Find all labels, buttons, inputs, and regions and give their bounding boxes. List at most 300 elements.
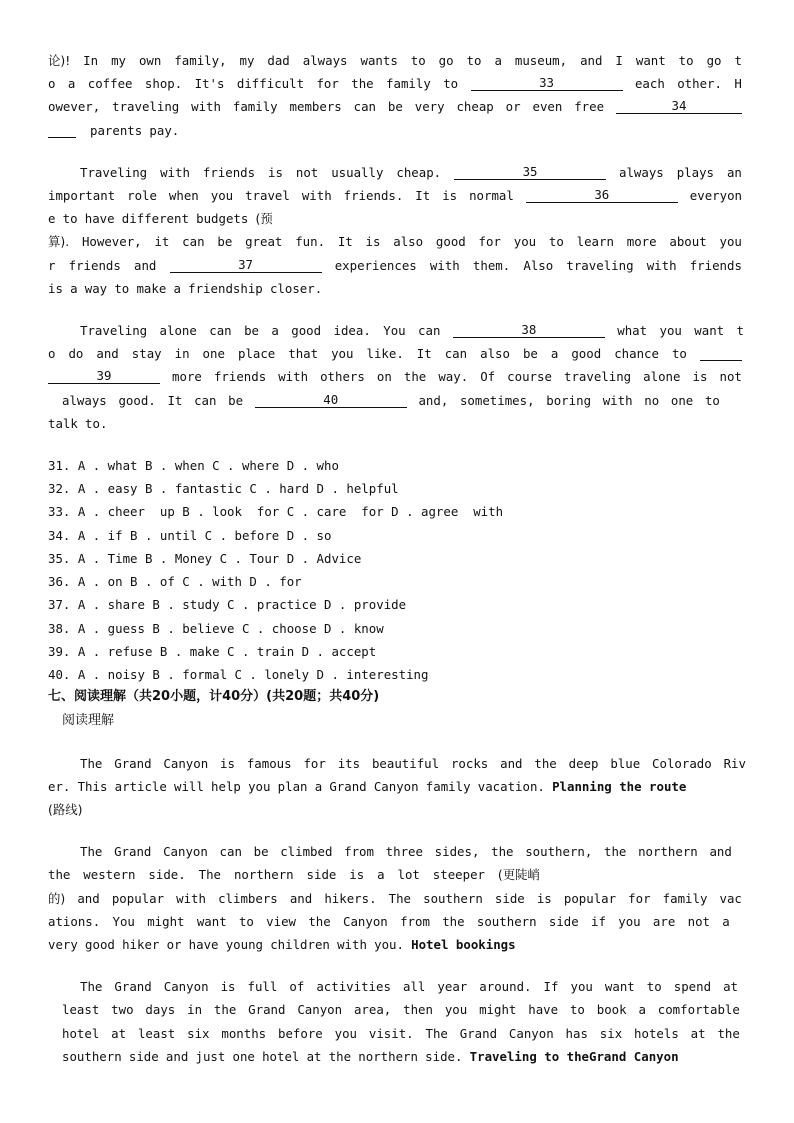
word: hiker bbox=[122, 937, 160, 952]
word: In bbox=[83, 53, 99, 68]
word: that bbox=[288, 346, 319, 361]
word: and, bbox=[418, 393, 449, 408]
word: visit. bbox=[368, 1026, 414, 1041]
word: a bbox=[494, 53, 502, 68]
word: Canyon bbox=[343, 914, 388, 929]
word: side bbox=[494, 891, 525, 906]
word: is bbox=[365, 234, 381, 249]
word: also bbox=[393, 234, 424, 249]
word: three bbox=[385, 844, 423, 859]
word: parents bbox=[90, 123, 143, 138]
word: to bbox=[114, 281, 130, 296]
word: idea. bbox=[333, 323, 371, 338]
word: (预 bbox=[255, 211, 273, 226]
word: you bbox=[659, 323, 682, 338]
word: popular bbox=[563, 891, 617, 906]
word: everyon bbox=[689, 188, 742, 203]
word: can bbox=[182, 234, 205, 249]
word: deep bbox=[568, 756, 599, 771]
word: plan bbox=[277, 779, 308, 794]
word: alone bbox=[643, 369, 681, 384]
section-subheading: 阅读理解 bbox=[62, 713, 115, 728]
word: traveling bbox=[112, 99, 180, 114]
word: you bbox=[334, 1026, 358, 1041]
word: with bbox=[191, 99, 221, 114]
word: great bbox=[245, 234, 283, 249]
word: then bbox=[403, 1002, 433, 1017]
word: always bbox=[619, 165, 664, 180]
word: its bbox=[337, 756, 361, 771]
word: usually bbox=[331, 165, 384, 180]
word: good bbox=[571, 346, 602, 361]
word: Grand bbox=[459, 1026, 498, 1041]
word: way bbox=[84, 281, 108, 296]
word: coffee bbox=[87, 76, 133, 91]
word: like. bbox=[366, 346, 404, 361]
word: to bbox=[466, 53, 482, 68]
word: if bbox=[591, 914, 606, 929]
word: at bbox=[690, 1026, 706, 1041]
word: cheap. bbox=[396, 165, 442, 180]
word: for bbox=[628, 891, 651, 906]
blank-36: 36 bbox=[526, 188, 678, 203]
word: and bbox=[165, 1049, 189, 1064]
word: to bbox=[569, 1002, 585, 1017]
word: sometimes, bbox=[459, 393, 535, 408]
word: family bbox=[425, 779, 471, 794]
word: sides, bbox=[434, 844, 480, 859]
word: months bbox=[221, 1026, 267, 1041]
word: 算). bbox=[48, 234, 70, 249]
word: It bbox=[415, 188, 431, 203]
word: full bbox=[247, 979, 278, 994]
word: be bbox=[253, 844, 269, 859]
word: to. bbox=[85, 416, 108, 431]
route-cn-gloss: (路线) bbox=[48, 802, 83, 817]
word: them. bbox=[472, 258, 511, 273]
word: friends bbox=[689, 258, 742, 273]
word: and bbox=[500, 756, 523, 771]
word: even bbox=[532, 99, 563, 114]
word: in bbox=[174, 346, 190, 361]
word: Grand bbox=[114, 756, 152, 771]
word: is bbox=[220, 979, 236, 994]
word: and bbox=[289, 891, 313, 906]
word: Grand bbox=[114, 979, 152, 994]
section-heading: 七、阅读理解（共20小题，计40分）(共20题；共40分) bbox=[48, 689, 380, 704]
word: fun. bbox=[295, 234, 326, 249]
word: course bbox=[507, 369, 552, 384]
word: about bbox=[669, 234, 707, 249]
word: others bbox=[320, 369, 365, 384]
word: have bbox=[528, 1002, 559, 1017]
word: can bbox=[444, 346, 468, 361]
word: make bbox=[136, 281, 167, 296]
word: no bbox=[644, 393, 660, 408]
text-line bbox=[48, 937, 742, 953]
text-line bbox=[48, 53, 742, 69]
blank-39-start bbox=[700, 346, 742, 361]
text-line bbox=[48, 891, 742, 907]
word: with bbox=[176, 891, 206, 906]
text-line bbox=[48, 802, 742, 818]
word: a bbox=[70, 281, 78, 296]
word: be bbox=[244, 323, 259, 338]
word: a bbox=[314, 779, 323, 794]
text-line bbox=[48, 281, 742, 297]
word: to bbox=[646, 979, 662, 994]
word: a bbox=[550, 346, 559, 361]
word: boring bbox=[546, 393, 592, 408]
word: at bbox=[111, 1026, 127, 1041]
word: always bbox=[302, 53, 348, 68]
word: difficult bbox=[236, 76, 305, 91]
word: least bbox=[62, 1002, 100, 1017]
word: hotels bbox=[634, 1026, 679, 1041]
word: I bbox=[615, 53, 623, 68]
word: a bbox=[377, 867, 385, 882]
word: one bbox=[670, 393, 694, 408]
word: It bbox=[416, 346, 432, 361]
word: friends bbox=[202, 165, 256, 180]
word: steeper bbox=[432, 867, 485, 882]
word: the bbox=[351, 76, 374, 91]
word: family, bbox=[174, 53, 227, 68]
word: article bbox=[114, 779, 167, 794]
text-line bbox=[48, 867, 540, 883]
word: lot bbox=[397, 867, 420, 882]
word: more bbox=[626, 234, 657, 249]
word: is bbox=[48, 281, 63, 296]
word: you bbox=[331, 346, 354, 361]
word: the bbox=[48, 867, 71, 882]
word: Canyon bbox=[297, 1002, 343, 1017]
question-37: 37. A . share B . study C . practice D . provide bbox=[48, 597, 407, 612]
word: year bbox=[437, 979, 468, 994]
word: northern bbox=[638, 844, 698, 859]
text-line bbox=[80, 165, 742, 181]
word: it bbox=[154, 234, 170, 249]
text-line bbox=[48, 234, 742, 250]
word: You bbox=[383, 323, 406, 338]
text-line bbox=[48, 188, 742, 204]
blank-35: 35 bbox=[454, 165, 606, 180]
word: the bbox=[403, 369, 427, 384]
word: is bbox=[268, 165, 283, 180]
word: to bbox=[548, 234, 564, 249]
word: and bbox=[580, 53, 603, 68]
text-line bbox=[48, 416, 742, 432]
word: go bbox=[706, 53, 722, 68]
word: with bbox=[301, 188, 332, 203]
subtitle-hotel-bookings: Hotel bookings bbox=[411, 937, 516, 952]
word: Riv bbox=[723, 756, 746, 771]
word: with bbox=[646, 258, 677, 273]
text-line bbox=[62, 1026, 740, 1042]
word: from bbox=[344, 844, 374, 859]
question-34: 34. A . if B . until C . before D . so bbox=[48, 528, 332, 543]
word: Grand bbox=[114, 844, 152, 859]
word: you bbox=[618, 914, 641, 929]
word: Canyon bbox=[163, 844, 208, 859]
word: do bbox=[68, 346, 84, 361]
word: least bbox=[137, 1026, 176, 1041]
word: Canyon bbox=[163, 756, 209, 771]
text-line bbox=[80, 979, 738, 995]
text-line bbox=[62, 1002, 740, 1018]
word: view bbox=[266, 914, 297, 929]
word: want bbox=[604, 979, 635, 994]
word: Canyon bbox=[508, 1026, 554, 1041]
word: the bbox=[491, 844, 514, 859]
word: a bbox=[638, 1002, 646, 1017]
word: side. bbox=[148, 867, 186, 882]
question-32: 32. A . easy B . fantastic C . hard D . helpful bbox=[48, 481, 399, 496]
word: children bbox=[270, 937, 330, 952]
word: important bbox=[48, 188, 116, 203]
word: book bbox=[596, 1002, 627, 1017]
word: to bbox=[410, 53, 426, 68]
word: The bbox=[80, 756, 103, 771]
word: 的) bbox=[48, 891, 66, 906]
word: Colorado bbox=[652, 756, 712, 771]
word: the bbox=[717, 1026, 740, 1041]
word: experiences bbox=[334, 258, 417, 273]
word: six bbox=[599, 1026, 623, 1041]
word: can bbox=[353, 99, 377, 114]
word: very bbox=[414, 99, 445, 114]
word: friends bbox=[213, 369, 267, 384]
text-line bbox=[62, 393, 720, 409]
word: each bbox=[634, 76, 665, 91]
word: Grand bbox=[248, 1002, 286, 1017]
word: the bbox=[442, 914, 465, 929]
word: good bbox=[291, 323, 322, 338]
word: can bbox=[209, 323, 232, 338]
word: might bbox=[147, 914, 185, 929]
word: is bbox=[349, 867, 365, 882]
word: popular bbox=[111, 891, 165, 906]
word: It bbox=[167, 393, 183, 408]
word: side. bbox=[425, 1049, 463, 1064]
word: Canyon bbox=[163, 979, 209, 994]
word: for bbox=[303, 756, 326, 771]
word: side bbox=[548, 914, 579, 929]
word: friends. bbox=[343, 188, 404, 203]
word: the bbox=[213, 1002, 237, 1017]
word: members bbox=[289, 99, 342, 114]
word: t bbox=[734, 53, 742, 68]
word: at bbox=[306, 1049, 322, 1064]
word: good bbox=[85, 937, 115, 952]
blank-34: 34 bbox=[616, 99, 742, 114]
word: with bbox=[278, 369, 309, 384]
word: just bbox=[195, 1049, 226, 1064]
word: want bbox=[196, 914, 227, 929]
word: way. bbox=[438, 369, 469, 384]
word: other. bbox=[677, 76, 722, 91]
word: have bbox=[84, 211, 115, 226]
word: side bbox=[128, 1049, 159, 1064]
word: The bbox=[80, 844, 103, 859]
word: not bbox=[719, 369, 742, 384]
word: a bbox=[271, 323, 279, 338]
word: owever, bbox=[48, 99, 101, 114]
word: family bbox=[386, 76, 431, 91]
word: H bbox=[734, 76, 742, 91]
word: and bbox=[96, 346, 119, 361]
blank-39: 39 bbox=[48, 369, 160, 384]
word: travel bbox=[245, 188, 290, 203]
word: vacation. bbox=[477, 779, 545, 794]
question-36: 36. A . on B . of C . with D . for bbox=[48, 574, 302, 589]
word: two bbox=[111, 1002, 134, 1017]
word: and bbox=[77, 891, 100, 906]
word: southern bbox=[423, 891, 483, 906]
word: t bbox=[736, 323, 744, 338]
word: beautiful bbox=[371, 756, 440, 771]
word: is bbox=[442, 188, 458, 203]
word: own bbox=[138, 53, 162, 68]
text-line bbox=[48, 258, 742, 274]
word: Traveling bbox=[80, 323, 148, 338]
word: to bbox=[238, 914, 254, 929]
word: hotel bbox=[262, 1049, 300, 1064]
text-line bbox=[48, 346, 742, 362]
word: talk bbox=[48, 416, 78, 431]
word: good. bbox=[118, 393, 156, 408]
word: always bbox=[62, 393, 107, 408]
word: a bbox=[67, 76, 76, 91]
word: northern bbox=[358, 1049, 418, 1064]
word: museum, bbox=[514, 53, 568, 68]
word: The bbox=[198, 867, 222, 882]
word: friends bbox=[68, 258, 121, 273]
word: with bbox=[160, 165, 190, 180]
word: The bbox=[388, 891, 412, 906]
question-31: 31. A . what B . when C . where D . who bbox=[48, 458, 339, 473]
word: can bbox=[418, 323, 441, 338]
word: normal bbox=[469, 188, 514, 203]
text-line bbox=[62, 1049, 740, 1065]
word: spend bbox=[673, 979, 712, 994]
word: with bbox=[337, 937, 367, 952]
blank-34-continued bbox=[48, 123, 76, 138]
word: side bbox=[306, 867, 337, 882]
blank-38: 38 bbox=[453, 323, 605, 338]
word: go bbox=[438, 53, 454, 68]
word: hikers. bbox=[324, 891, 377, 906]
word: and bbox=[134, 258, 157, 273]
word: place bbox=[237, 346, 276, 361]
word: with bbox=[602, 393, 633, 408]
word: you bbox=[444, 1002, 468, 1017]
word: you bbox=[719, 234, 742, 249]
word: are bbox=[652, 914, 676, 929]
word: The bbox=[425, 1026, 448, 1041]
word: Also bbox=[523, 258, 554, 273]
word: a bbox=[722, 914, 730, 929]
word: days bbox=[145, 1002, 176, 1017]
word: or bbox=[166, 937, 182, 952]
word: stay bbox=[131, 346, 162, 361]
word: for bbox=[478, 234, 501, 249]
word: young bbox=[225, 937, 264, 952]
word: of bbox=[289, 979, 305, 994]
word: a bbox=[173, 281, 181, 296]
word: can bbox=[194, 393, 217, 408]
word: in bbox=[187, 1002, 203, 1017]
word: chance bbox=[614, 346, 659, 361]
blank-40: 40 bbox=[255, 393, 407, 408]
word: role bbox=[127, 188, 157, 203]
word: on bbox=[376, 369, 392, 384]
word: cheap bbox=[456, 99, 494, 114]
word: Grand bbox=[329, 779, 367, 794]
word: different bbox=[121, 211, 189, 226]
word: o bbox=[48, 76, 56, 91]
text-line bbox=[80, 756, 746, 772]
question-39: 39. A . refuse B . make C . train D . accept bbox=[48, 644, 377, 659]
word: friendship bbox=[188, 281, 263, 296]
word: you bbox=[248, 779, 271, 794]
word: western bbox=[83, 867, 136, 882]
word: will bbox=[174, 779, 204, 794]
word: also bbox=[480, 346, 510, 361]
question-38: 38. A . guess B . believe C . choose D . know bbox=[48, 621, 384, 636]
word: plays bbox=[676, 165, 715, 180]
word: r bbox=[48, 258, 56, 273]
word: an bbox=[726, 165, 742, 180]
word: from bbox=[400, 914, 430, 929]
word: hotel bbox=[62, 1026, 100, 1041]
word: you bbox=[570, 979, 593, 994]
word: wants bbox=[360, 53, 398, 68]
word: to bbox=[678, 53, 694, 68]
word: around. bbox=[479, 979, 532, 994]
word: want bbox=[635, 53, 666, 68]
word: activities bbox=[316, 979, 391, 994]
word: southern bbox=[62, 1049, 122, 1064]
word: family bbox=[232, 99, 278, 114]
word: comfortable bbox=[657, 1002, 740, 1017]
word: more bbox=[172, 369, 202, 384]
word: traveling bbox=[563, 369, 632, 384]
word: budgets bbox=[196, 211, 249, 226]
text-line bbox=[48, 914, 730, 930]
word: However, bbox=[81, 234, 142, 249]
word: northern bbox=[233, 867, 294, 882]
question-33: 33. A . cheer up B . look for C . care for D . agree with bbox=[48, 504, 504, 519]
subtitle-traveling-to: Traveling to theGrand Canyon bbox=[469, 1049, 679, 1064]
word: climbers bbox=[218, 891, 278, 906]
word: blue bbox=[610, 756, 641, 771]
word: to bbox=[671, 346, 687, 361]
word: you bbox=[210, 188, 234, 203]
word: my bbox=[111, 53, 126, 68]
word: not bbox=[295, 165, 319, 180]
word: be bbox=[522, 346, 538, 361]
word: be bbox=[217, 234, 233, 249]
word: er. bbox=[48, 779, 71, 794]
word: all bbox=[402, 979, 426, 994]
word: and bbox=[709, 844, 732, 859]
word: has bbox=[565, 1026, 588, 1041]
text-line bbox=[48, 99, 742, 115]
word: The bbox=[80, 979, 103, 994]
word: alone bbox=[159, 323, 197, 338]
word: for bbox=[316, 76, 339, 91]
